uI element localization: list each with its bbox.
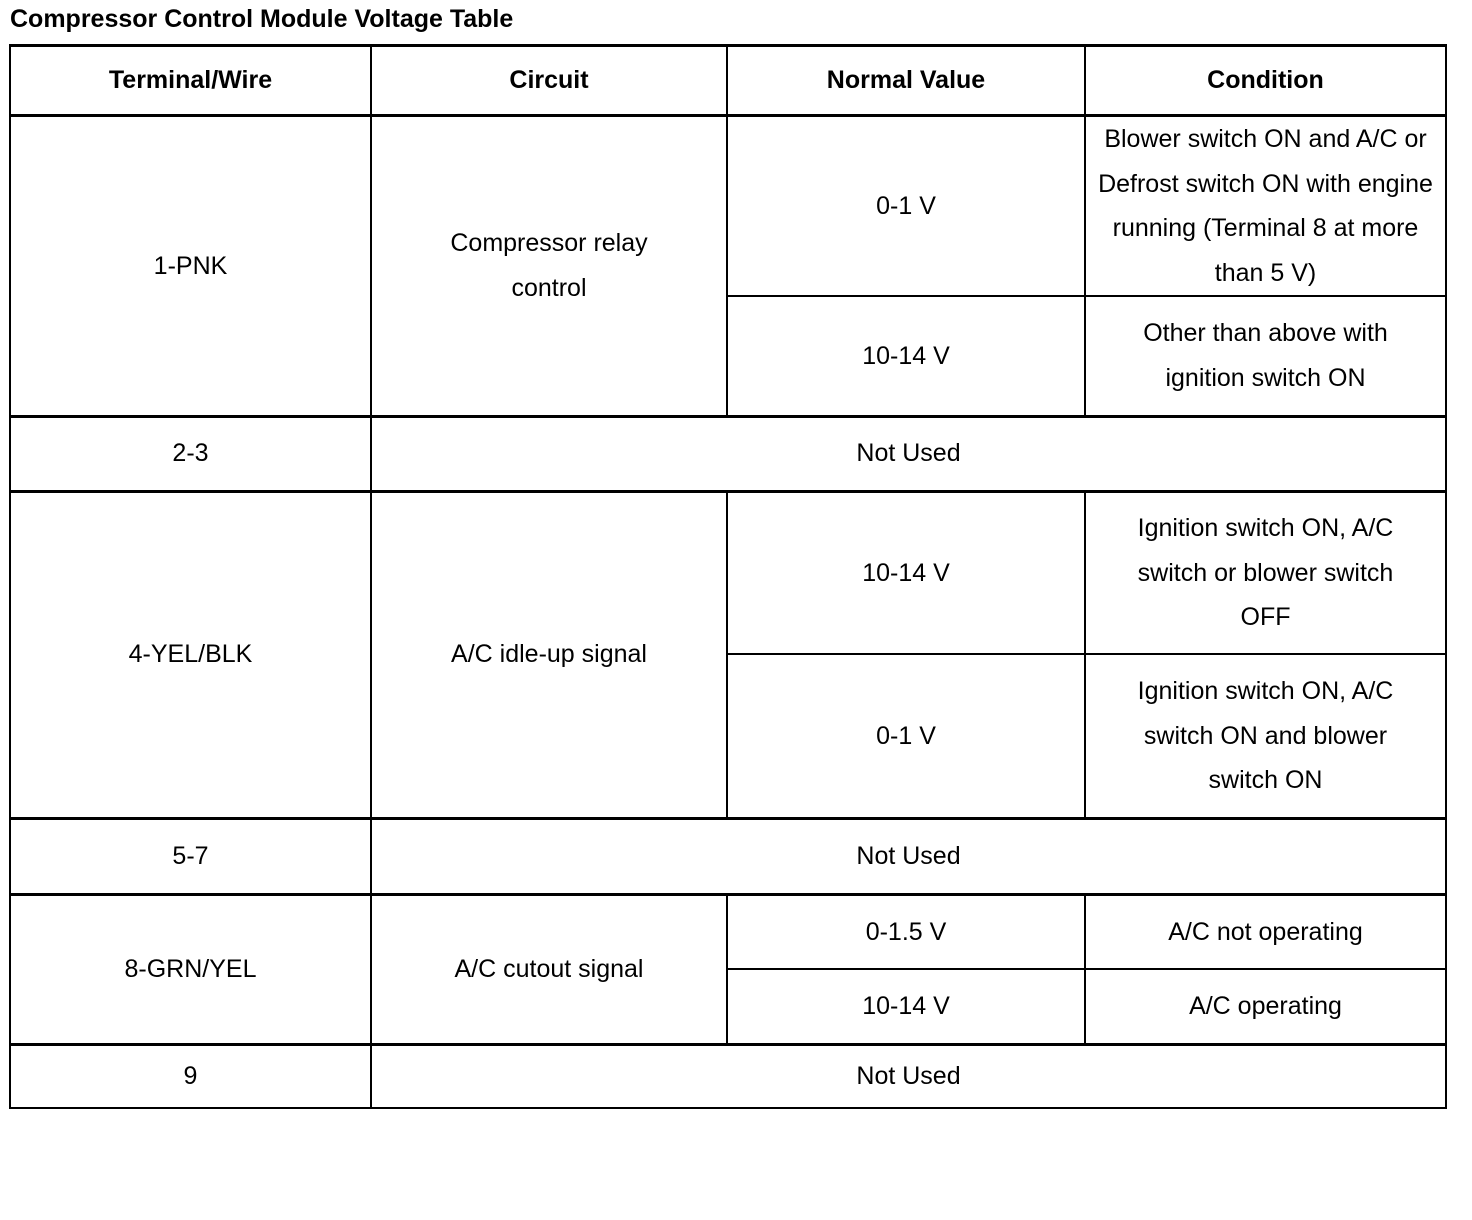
terminal-cell: 4-YEL/BLK	[10, 491, 371, 818]
circuit-cell: Not Used	[371, 818, 1446, 894]
normal-value-cell: 0-1.5 V	[727, 894, 1085, 969]
terminal-cell: 8-GRN/YEL	[10, 894, 371, 1044]
circuit-cell: A/C cutout signal	[371, 894, 727, 1044]
condition-cell: A/C operating	[1085, 969, 1446, 1044]
terminal-cell: 1-PNK	[10, 116, 371, 417]
table-row	[10, 818, 1446, 894]
table-row	[10, 116, 1446, 297]
normal-value-cell: 10-14 V	[727, 491, 1085, 654]
circuit-cell: Compressor relay control	[371, 116, 727, 417]
normal-value-cell: 10-14 V	[727, 296, 1085, 416]
table-row	[10, 491, 1446, 654]
table-row	[10, 1044, 1446, 1108]
circuit-cell: Not Used	[371, 1044, 1446, 1108]
header-condition: Condition	[1085, 46, 1446, 116]
condition-cell: Ignition switch ON, A/C switch or blower switch OFF	[1085, 491, 1446, 654]
terminal-cell: 9	[10, 1044, 371, 1108]
terminal-cell: 2-3	[10, 416, 371, 491]
condition-cell: Blower switch ON and A/C or Defrost switch ON with engine running (Terminal 8 at more than 5 V)	[1085, 116, 1446, 297]
header-row	[10, 46, 1446, 116]
circuit-cell: Not Used	[371, 416, 1446, 491]
header-normal-value: Normal Value	[727, 46, 1085, 116]
circuit-cell: A/C idle-up signal	[371, 491, 727, 818]
terminal-cell: 5-7	[10, 818, 371, 894]
voltage-table	[9, 44, 1447, 1109]
table-row	[10, 894, 1446, 969]
condition-cell: Other than above with ignition switch ON	[1085, 296, 1446, 416]
normal-value-cell: 10-14 V	[727, 969, 1085, 1044]
table-row	[10, 416, 1446, 491]
normal-value-cell: 0-1 V	[727, 116, 1085, 297]
header-terminal: Terminal/Wire	[10, 46, 371, 116]
normal-value-cell: 0-1 V	[727, 654, 1085, 818]
condition-cell: A/C not operating	[1085, 894, 1446, 969]
header-circuit: Circuit	[371, 46, 727, 116]
condition-cell: Ignition switch ON, A/C switch ON and blower switch ON	[1085, 654, 1446, 818]
page-title: Compressor Control Module Voltage Table	[10, 5, 514, 33]
